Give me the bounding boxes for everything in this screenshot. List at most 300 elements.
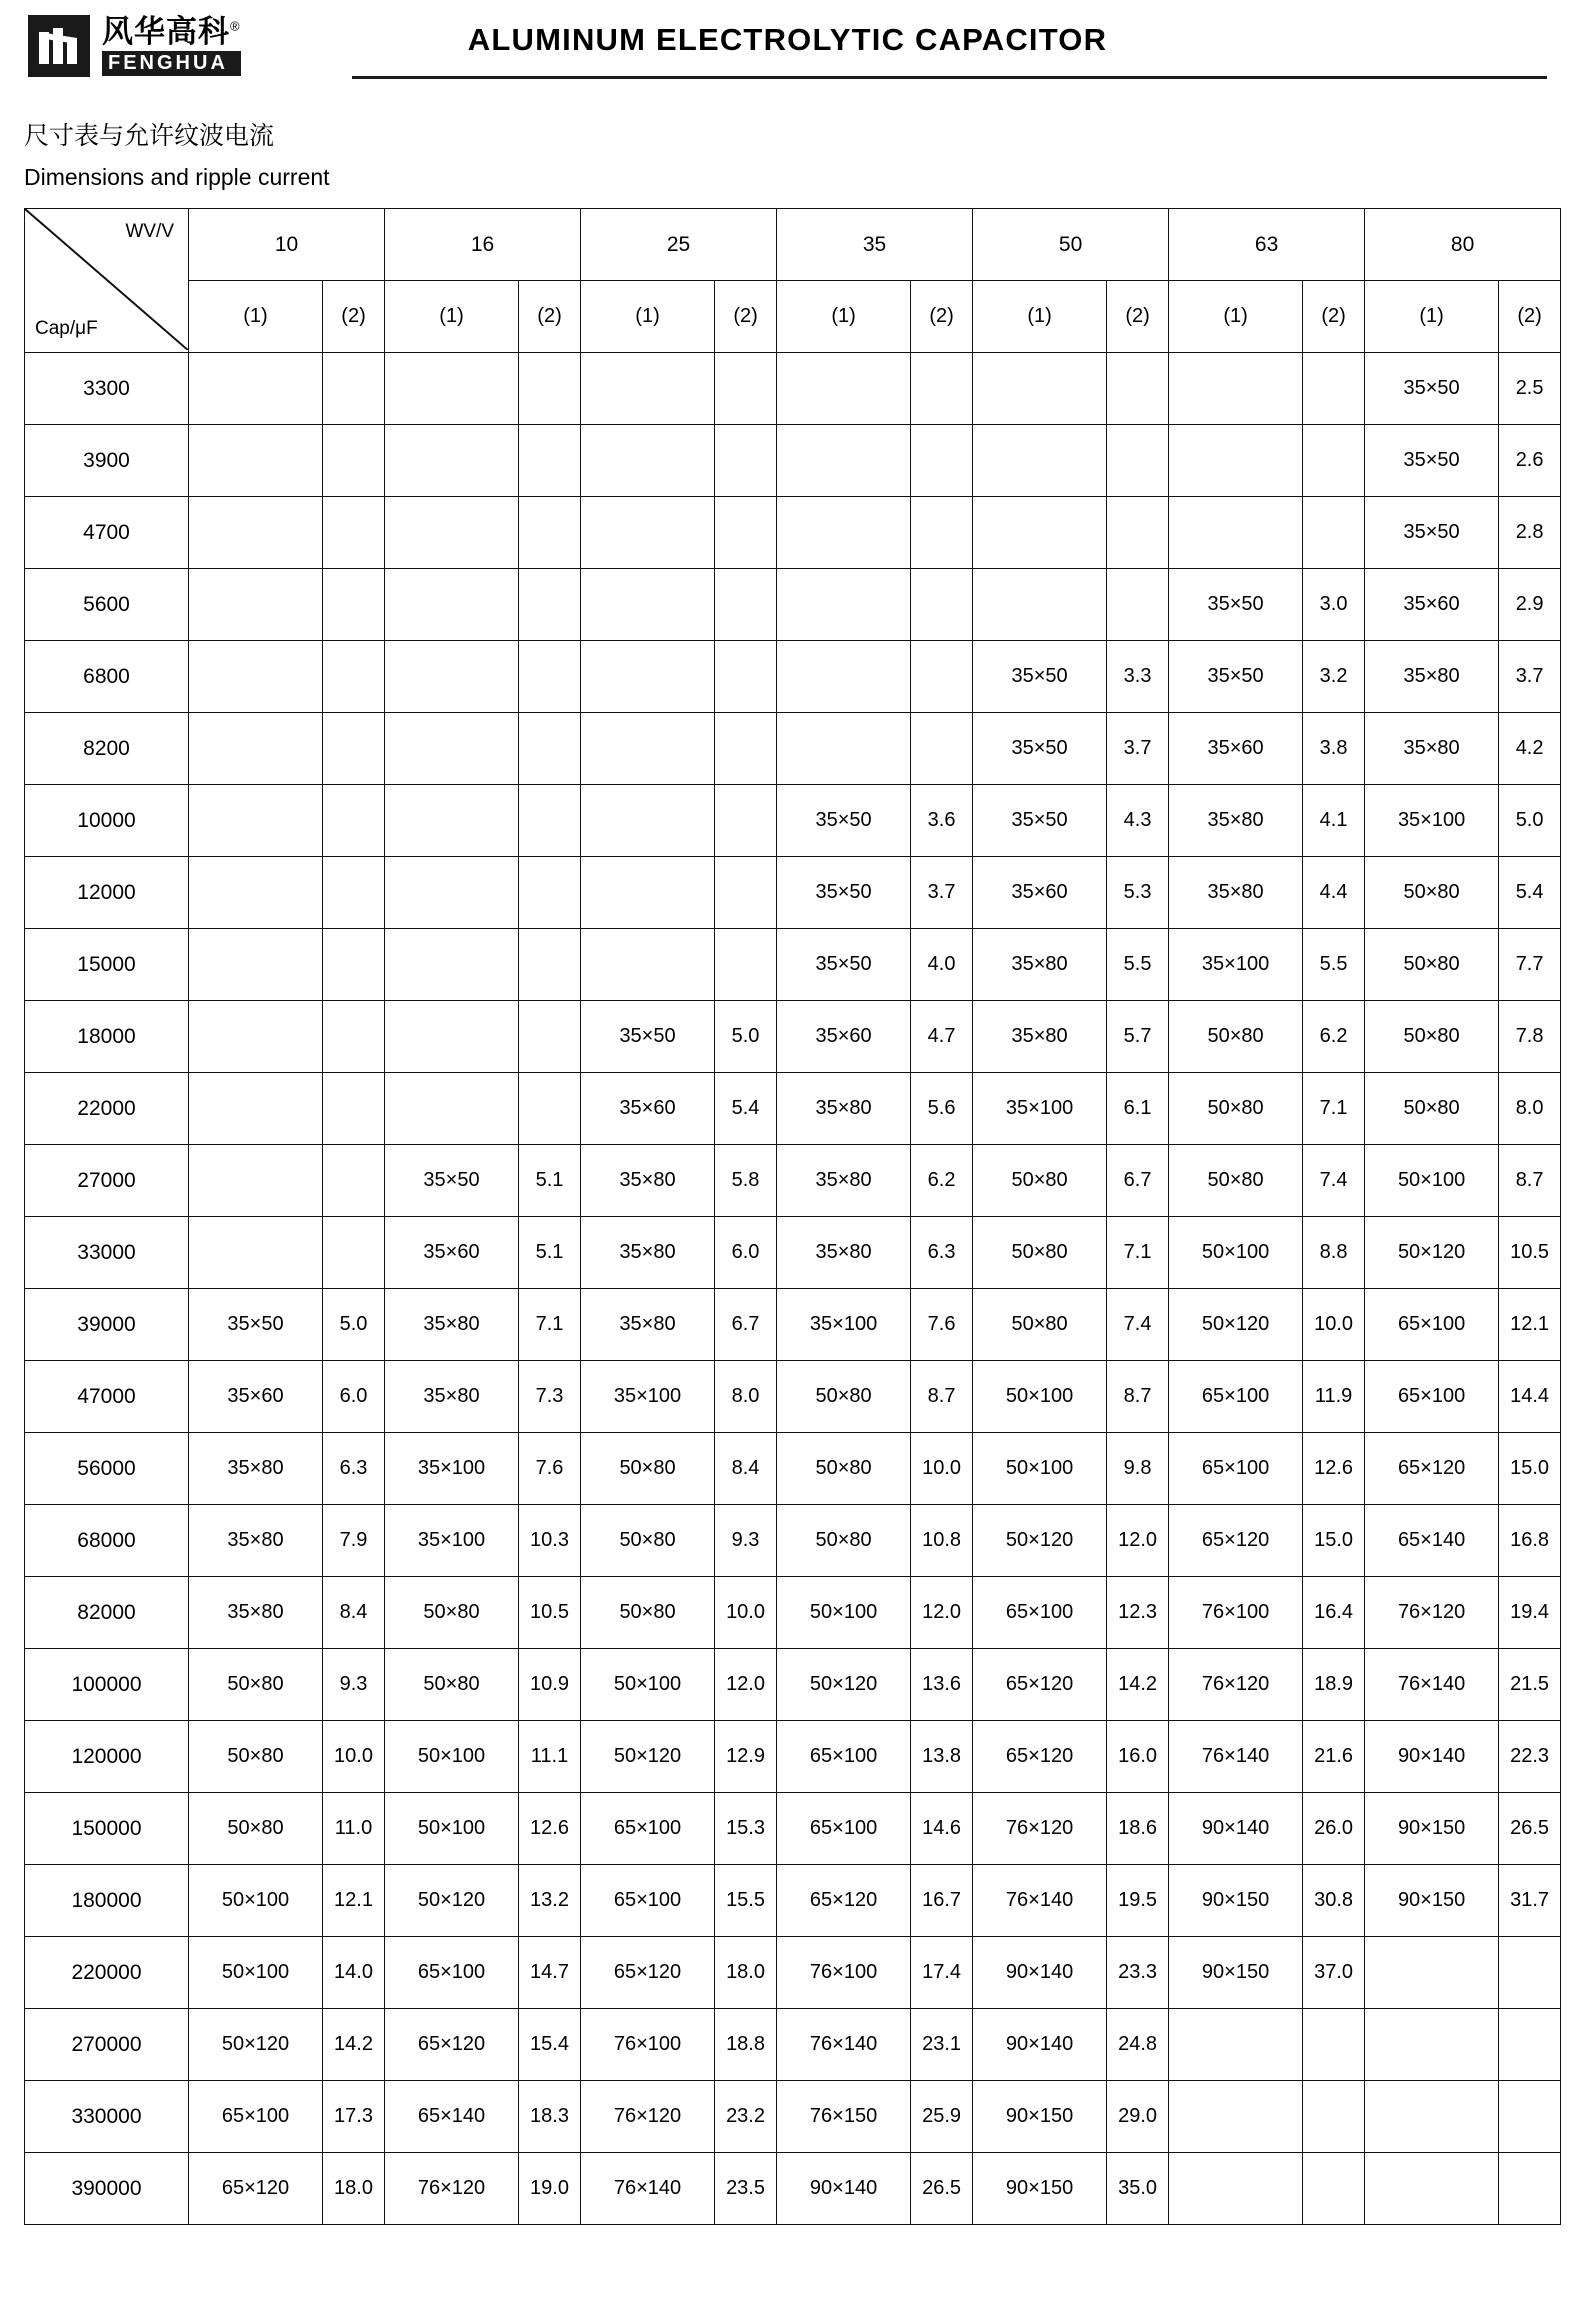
subheader-35-2: (2) [911,281,973,353]
ripple-current-cell: 6.7 [715,1289,777,1361]
case-size-cell: 76×120 [973,1793,1107,1865]
ripple-current-cell: 12.0 [911,1577,973,1649]
case-size-cell: 90×150 [973,2081,1107,2153]
ripple-current-cell: 5.5 [1303,929,1365,1001]
case-size-cell: 35×80 [777,1217,911,1289]
case-size-cell [385,569,519,641]
ripple-current-cell [323,1073,385,1145]
case-size-cell: 50×120 [777,1649,911,1721]
ripple-current-cell [1107,569,1169,641]
case-size-cell: 35×80 [1365,641,1499,713]
ripple-current-cell: 5.6 [911,1073,973,1145]
ripple-current-cell: 2.6 [1499,425,1561,497]
case-size-cell: 65×100 [973,1577,1107,1649]
ripple-current-cell: 18.3 [519,2081,581,2153]
ripple-current-cell: 4.3 [1107,785,1169,857]
case-size-cell [973,497,1107,569]
capacitance-value: 100000 [25,1649,189,1721]
capacitance-value: 27000 [25,1145,189,1217]
case-size-cell: 35×80 [385,1289,519,1361]
ripple-current-cell: 13.6 [911,1649,973,1721]
section-title-chinese: 尺寸表与允许纹波电流 [24,122,275,150]
capacitance-value: 220000 [25,1937,189,2009]
case-size-cell [189,713,323,785]
ripple-current-cell: 25.9 [911,2081,973,2153]
case-size-cell: 65×120 [189,2153,323,2225]
capacitance-value: 33000 [25,1217,189,1289]
case-size-cell: 76×140 [581,2153,715,2225]
case-size-cell: 50×100 [1365,1145,1499,1217]
case-size-cell: 35×80 [1169,785,1303,857]
case-size-cell: 76×100 [581,2009,715,2081]
ripple-current-cell [911,641,973,713]
ripple-current-cell [323,1145,385,1217]
case-size-cell: 50×100 [973,1433,1107,1505]
ripple-current-cell: 7.6 [519,1433,581,1505]
case-size-cell: 35×80 [973,929,1107,1001]
ripple-current-cell [519,857,581,929]
case-size-cell: 50×100 [973,1361,1107,1433]
section-title-english: Dimensions and ripple current [24,163,330,190]
logo-english-text: FENGHUA [108,52,228,75]
ripple-current-cell: 7.7 [1499,929,1561,1001]
ripple-current-cell: 4.4 [1303,857,1365,929]
case-size-cell: 76×100 [1169,1577,1303,1649]
ripple-current-cell [519,1001,581,1073]
case-size-cell: 35×100 [777,1289,911,1361]
case-size-cell: 35×60 [1365,569,1499,641]
table-row [25,1361,1561,1433]
voltage-header-50: 50 [973,209,1169,281]
case-size-cell: 35×50 [1169,641,1303,713]
voltage-header-35: 35 [777,209,973,281]
case-size-cell: 50×80 [581,1505,715,1577]
ripple-current-cell: 9.3 [323,1649,385,1721]
table-row [25,1289,1561,1361]
case-size-cell: 50×80 [973,1217,1107,1289]
ripple-current-cell: 12.1 [323,1865,385,1937]
case-size-cell: 50×80 [973,1145,1107,1217]
ripple-current-cell [519,1073,581,1145]
ripple-current-cell [715,785,777,857]
case-size-cell: 35×50 [777,929,911,1001]
case-size-cell: 50×80 [777,1433,911,1505]
table-row [25,1001,1561,1073]
document-title: ALUMINUM ELECTROLYTIC CAPACITOR [467,22,1108,57]
case-size-cell [1365,2009,1499,2081]
case-size-cell: 65×120 [973,1721,1107,1793]
ripple-current-cell: 5.4 [1499,857,1561,929]
case-size-cell [385,713,519,785]
ripple-current-cell: 7.3 [519,1361,581,1433]
case-size-cell: 35×50 [1365,497,1499,569]
capacitance-value: 22000 [25,1073,189,1145]
ripple-current-cell: 31.7 [1499,1865,1561,1937]
case-size-cell: 50×120 [189,2009,323,2081]
ripple-current-cell: 23.5 [715,2153,777,2225]
table-row [25,1217,1561,1289]
case-size-cell [385,425,519,497]
voltage-axis-label: WV/V [125,221,174,242]
ripple-current-cell [323,713,385,785]
ripple-current-cell: 7.1 [1107,1217,1169,1289]
case-size-cell: 35×50 [1169,569,1303,641]
case-size-cell: 35×80 [777,1073,911,1145]
case-size-cell [1169,497,1303,569]
case-size-cell [1169,2153,1303,2225]
ripple-current-cell: 6.1 [1107,1073,1169,1145]
subheader-25-2: (2) [715,281,777,353]
case-size-cell: 35×60 [973,857,1107,929]
ripple-current-cell: 5.1 [519,1145,581,1217]
ripple-current-cell [911,713,973,785]
ripple-current-cell: 6.0 [715,1217,777,1289]
ripple-current-cell: 3.0 [1303,569,1365,641]
case-size-cell: 90×150 [973,2153,1107,2225]
ripple-current-cell: 5.0 [323,1289,385,1361]
case-size-cell [581,497,715,569]
case-size-cell: 35×80 [1169,857,1303,929]
case-size-cell: 35×50 [973,785,1107,857]
ripple-current-cell: 8.7 [1107,1361,1169,1433]
ripple-current-cell: 4.7 [911,1001,973,1073]
table-corner-cell [25,209,189,353]
case-size-cell [777,641,911,713]
case-size-cell: 35×80 [189,1433,323,1505]
case-size-cell [385,1073,519,1145]
ripple-current-cell [911,497,973,569]
ripple-current-cell: 8.7 [1499,1145,1561,1217]
ripple-current-cell [1303,2081,1365,2153]
logo-chinese-text: 风华高科 [102,13,230,49]
case-size-cell: 65×140 [385,2081,519,2153]
ripple-current-cell: 7.1 [519,1289,581,1361]
case-size-cell: 65×100 [1169,1361,1303,1433]
case-size-cell [581,929,715,1001]
capacitance-value: 82000 [25,1577,189,1649]
case-size-cell: 50×80 [581,1577,715,1649]
ripple-current-cell: 18.8 [715,2009,777,2081]
ripple-current-cell: 15.5 [715,1865,777,1937]
table-row [25,641,1561,713]
case-size-cell: 50×120 [385,1865,519,1937]
voltage-header-16: 16 [385,209,581,281]
ripple-current-cell: 15.3 [715,1793,777,1865]
subheader-10-2: (2) [323,281,385,353]
ripple-current-cell: 16.4 [1303,1577,1365,1649]
table-row [25,1721,1561,1793]
ripple-current-cell: 14.4 [1499,1361,1561,1433]
fenghua-logo-icon [28,15,90,77]
case-size-cell [777,569,911,641]
ripple-current-cell [519,929,581,1001]
case-size-cell [189,353,323,425]
ripple-current-cell: 3.3 [1107,641,1169,713]
case-size-cell: 50×100 [581,1649,715,1721]
case-size-cell: 65×100 [777,1793,911,1865]
ripple-current-cell [323,425,385,497]
ripple-current-cell: 6.3 [323,1433,385,1505]
ripple-current-cell [323,569,385,641]
case-size-cell: 65×100 [385,1937,519,2009]
ripple-current-cell: 16.0 [1107,1721,1169,1793]
case-size-cell: 35×50 [385,1145,519,1217]
table-row [25,1937,1561,2009]
case-size-cell: 50×80 [777,1505,911,1577]
case-size-cell [581,857,715,929]
case-size-cell: 35×60 [777,1001,911,1073]
case-size-cell: 76×120 [385,2153,519,2225]
table-body [25,353,1561,2225]
ripple-current-cell: 6.3 [911,1217,973,1289]
case-size-cell: 65×100 [581,1865,715,1937]
ripple-current-cell: 12.0 [1107,1505,1169,1577]
case-size-cell: 50×80 [1365,1001,1499,1073]
case-size-cell: 76×120 [581,2081,715,2153]
case-size-cell: 90×140 [777,2153,911,2225]
ripple-current-cell: 11.9 [1303,1361,1365,1433]
case-size-cell [973,569,1107,641]
subheader-50-2: (2) [1107,281,1169,353]
ripple-current-cell: 14.6 [911,1793,973,1865]
ripple-current-cell: 4.0 [911,929,973,1001]
ripple-current-cell: 13.2 [519,1865,581,1937]
case-size-cell: 76×140 [777,2009,911,2081]
subheader-35-1: (1) [777,281,911,353]
header-row-voltage [25,209,1561,281]
ripple-current-cell [323,857,385,929]
ripple-current-cell: 5.7 [1107,1001,1169,1073]
case-size-cell: 50×80 [1169,1001,1303,1073]
ripple-current-cell [715,857,777,929]
case-size-cell: 50×80 [1365,929,1499,1001]
ripple-current-cell: 23.2 [715,2081,777,2153]
case-size-cell: 50×80 [1169,1073,1303,1145]
case-size-cell [189,1145,323,1217]
case-size-cell: 35×100 [1169,929,1303,1001]
case-size-cell: 65×120 [385,2009,519,2081]
subheader-16-2: (2) [519,281,581,353]
ripple-current-cell [519,497,581,569]
capacitance-value: 3900 [25,425,189,497]
ripple-current-cell [519,785,581,857]
case-size-cell [189,641,323,713]
capacitance-value: 180000 [25,1865,189,1937]
case-size-cell [973,425,1107,497]
ripple-current-cell: 9.8 [1107,1433,1169,1505]
ripple-current-cell: 17.4 [911,1937,973,2009]
case-size-cell [581,569,715,641]
case-size-cell [189,569,323,641]
capacitance-value: 10000 [25,785,189,857]
ripple-current-cell [323,353,385,425]
case-size-cell: 35×100 [1365,785,1499,857]
case-size-cell: 50×120 [581,1721,715,1793]
case-size-cell [385,785,519,857]
ripple-current-cell [715,641,777,713]
ripple-current-cell: 12.6 [1303,1433,1365,1505]
case-size-cell: 50×80 [581,1433,715,1505]
case-size-cell [1365,2153,1499,2225]
voltage-header-25: 25 [581,209,777,281]
ripple-current-cell: 8.4 [715,1433,777,1505]
capacitance-value: 3300 [25,353,189,425]
table-row [25,2081,1561,2153]
ripple-current-cell [911,569,973,641]
case-size-cell: 65×100 [777,1721,911,1793]
ripple-current-cell [911,425,973,497]
case-size-cell: 50×80 [385,1649,519,1721]
header-divider [352,76,1547,79]
case-size-cell: 35×80 [1365,713,1499,785]
ripple-current-cell: 21.6 [1303,1721,1365,1793]
ripple-current-cell: 15.4 [519,2009,581,2081]
table-row [25,713,1561,785]
case-size-cell: 76×100 [777,1937,911,2009]
ripple-current-cell: 3.8 [1303,713,1365,785]
ripple-current-cell: 16.8 [1499,1505,1561,1577]
case-size-cell: 35×60 [189,1361,323,1433]
ripple-current-cell [1107,353,1169,425]
ripple-current-cell: 10.0 [911,1433,973,1505]
case-size-cell: 65×100 [581,1793,715,1865]
ripple-current-cell: 4.1 [1303,785,1365,857]
ripple-current-cell [519,569,581,641]
case-size-cell: 65×100 [1169,1433,1303,1505]
case-size-cell [581,425,715,497]
subheader-63-1: (1) [1169,281,1303,353]
ripple-current-cell: 5.3 [1107,857,1169,929]
case-size-cell: 35×50 [973,713,1107,785]
ripple-current-cell: 12.1 [1499,1289,1561,1361]
case-size-cell [189,785,323,857]
ripple-current-cell [1303,2153,1365,2225]
case-size-cell: 35×60 [1169,713,1303,785]
case-size-cell: 76×120 [1365,1577,1499,1649]
ripple-current-cell: 8.4 [323,1577,385,1649]
ripple-current-cell: 3.6 [911,785,973,857]
ripple-current-cell: 7.4 [1303,1145,1365,1217]
capacitance-value: 47000 [25,1361,189,1433]
subheader-80-1: (1) [1365,281,1499,353]
ripple-current-cell [519,641,581,713]
ripple-current-cell [1499,2009,1561,2081]
case-size-cell: 76×140 [973,1865,1107,1937]
case-size-cell: 65×140 [1365,1505,1499,1577]
case-size-cell: 35×80 [189,1505,323,1577]
capacitance-axis-label: Cap/μF [35,318,98,339]
ripple-current-cell: 10.0 [323,1721,385,1793]
table-row [25,1505,1561,1577]
case-size-cell: 50×80 [189,1721,323,1793]
table-row [25,857,1561,929]
case-size-cell [385,929,519,1001]
ripple-current-cell [519,713,581,785]
ripple-current-cell: 26.5 [1499,1793,1561,1865]
ripple-current-cell: 37.0 [1303,1937,1365,2009]
case-size-cell [581,713,715,785]
case-size-cell: 76×140 [1169,1721,1303,1793]
ripple-current-cell: 10.9 [519,1649,581,1721]
capacitance-value: 390000 [25,2153,189,2225]
case-size-cell [581,785,715,857]
case-size-cell: 50×100 [189,1865,323,1937]
ripple-current-cell: 5.8 [715,1145,777,1217]
case-size-cell [581,641,715,713]
ripple-current-cell: 2.9 [1499,569,1561,641]
case-size-cell [1365,2081,1499,2153]
ripple-current-cell: 21.5 [1499,1649,1561,1721]
ripple-current-cell [1499,2153,1561,2225]
table-row [25,2153,1561,2225]
ripple-current-cell [1303,2009,1365,2081]
table-row [25,1649,1561,1721]
case-size-cell: 50×100 [385,1721,519,1793]
dimensions-ripple-table [24,208,1561,2225]
subheader-10-1: (1) [189,281,323,353]
subheader-16-1: (1) [385,281,519,353]
company-logo [28,15,241,77]
case-size-cell [189,1001,323,1073]
case-size-cell: 35×50 [189,1289,323,1361]
case-size-cell: 50×80 [1365,857,1499,929]
case-size-cell: 50×80 [1169,1145,1303,1217]
capacitance-value: 330000 [25,2081,189,2153]
case-size-cell: 35×60 [385,1217,519,1289]
ripple-current-cell: 17.3 [323,2081,385,2153]
ripple-current-cell: 7.6 [911,1289,973,1361]
ripple-current-cell [323,785,385,857]
ripple-current-cell: 18.0 [323,2153,385,2225]
case-size-cell: 35×50 [581,1001,715,1073]
case-size-cell: 50×100 [1169,1217,1303,1289]
ripple-current-cell: 6.7 [1107,1145,1169,1217]
ripple-current-cell [1499,1937,1561,2009]
case-size-cell: 90×150 [1169,1865,1303,1937]
case-size-cell [189,497,323,569]
case-size-cell: 35×60 [581,1073,715,1145]
page-header [0,0,1575,92]
case-size-cell [1169,2081,1303,2153]
case-size-cell: 35×80 [777,1145,911,1217]
ripple-current-cell: 23.1 [911,2009,973,2081]
case-size-cell: 35×80 [581,1217,715,1289]
case-size-cell: 35×50 [1365,425,1499,497]
ripple-current-cell: 30.8 [1303,1865,1365,1937]
voltage-header-80: 80 [1365,209,1561,281]
table-row [25,1577,1561,1649]
case-size-cell [385,353,519,425]
ripple-current-cell: 10.0 [1303,1289,1365,1361]
ripple-current-cell [1303,353,1365,425]
ripple-current-cell: 10.3 [519,1505,581,1577]
ripple-current-cell: 24.8 [1107,2009,1169,2081]
capacitance-value: 12000 [25,857,189,929]
case-size-cell: 35×50 [973,641,1107,713]
case-size-cell: 65×120 [581,1937,715,2009]
case-size-cell [189,929,323,1001]
case-size-cell: 50×80 [189,1649,323,1721]
case-size-cell: 76×140 [1365,1649,1499,1721]
capacitance-value: 68000 [25,1505,189,1577]
case-size-cell [189,1217,323,1289]
case-size-cell [385,857,519,929]
case-size-cell: 65×120 [777,1865,911,1937]
ripple-current-cell [715,353,777,425]
logo-english-banner [102,51,241,76]
voltage-header-10: 10 [189,209,385,281]
ripple-current-cell: 7.4 [1107,1289,1169,1361]
